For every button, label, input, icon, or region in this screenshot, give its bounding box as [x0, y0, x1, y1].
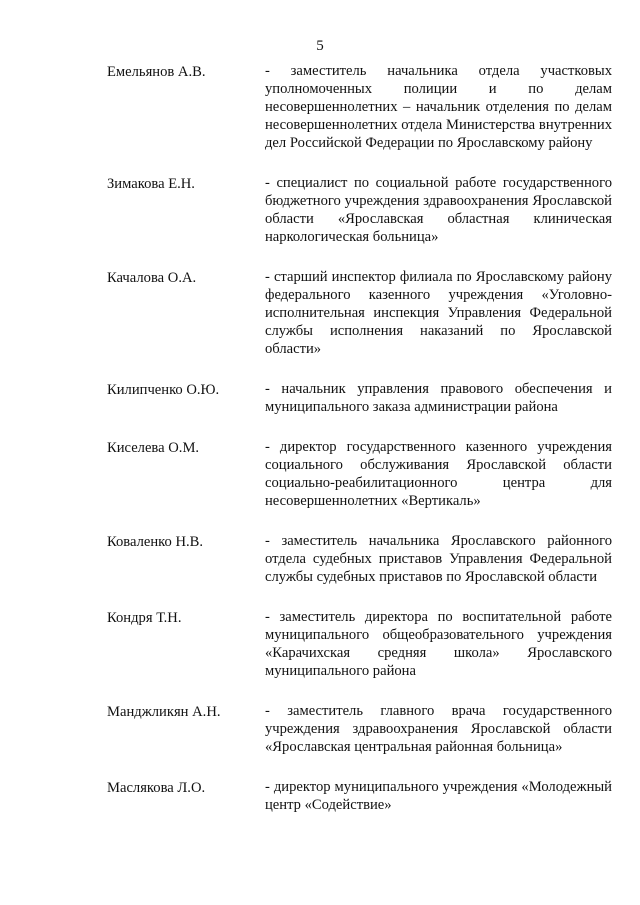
member-role: - заместитель главного врача государственного учреждения здравоохранения Ярославской области «Ярославская центральная районная больница»	[265, 703, 612, 755]
member-role: - заместитель директора по воспитательной работе муниципального общеобразовательного учреждения «Карачихская средняя школа» Ярославского муниципального района	[265, 609, 612, 679]
member-entry	[107, 702, 612, 756]
member-entry	[107, 62, 612, 152]
member-entry	[107, 608, 612, 680]
member-entry	[107, 174, 612, 246]
member-role: - директор муниципального учреждения «Молодежный центр «Содействие»	[265, 779, 612, 813]
member-role: - начальник управления правового обеспечения и муниципального заказа администрации района	[265, 381, 612, 415]
member-entry	[107, 268, 612, 358]
page-number: 5	[316, 38, 324, 54]
member-role: - директор государственного казенного учреждения социального обслуживания Ярославской области социально-реабилитационного центра для несовершеннолетних «Вертикаль»	[265, 439, 612, 509]
member-role: - старший инспектор филиала по Ярославскому району федерального казенного учреждения «Уголовно-исполнительная инспекция Управления Федеральной службы исполнения наказаний по Ярославской области»	[265, 269, 612, 357]
member-name: Емельянов А.В.	[107, 64, 206, 80]
member-entry	[107, 532, 612, 586]
member-name: Зимакова Е.Н.	[107, 176, 195, 192]
member-role: - заместитель начальника Ярославского районного отдела судебных приставов Управления Федеральной службы судебных приставов по Ярославской области	[265, 533, 612, 585]
member-entry	[107, 438, 612, 510]
member-name: Маслякова Л.О.	[107, 780, 206, 796]
member-name: Коваленко Н.В.	[107, 534, 204, 550]
member-role: - заместитель начальника отдела участковых уполномоченных полиции и по делам несовершеннолетних – начальник отделения по делам несовершеннолетних отдела Министерства внутренних дел Российской Федерации по Ярославскому району	[265, 63, 612, 151]
member-entry	[107, 380, 612, 416]
member-entry	[107, 778, 612, 814]
member-name: Киселева О.М.	[107, 440, 200, 456]
member-name: Килипченко О.Ю.	[107, 382, 220, 398]
member-name: Качалова О.А.	[107, 270, 197, 286]
member-role: - специалист по социальной работе государственного бюджетного учреждения здравоохранения Ярославской области «Ярославская областная клиническая наркологическая больница»	[265, 175, 612, 245]
member-name: Манджликян А.Н.	[107, 704, 221, 720]
member-name: Кондря Т.Н.	[107, 610, 182, 626]
members-list	[107, 62, 612, 836]
